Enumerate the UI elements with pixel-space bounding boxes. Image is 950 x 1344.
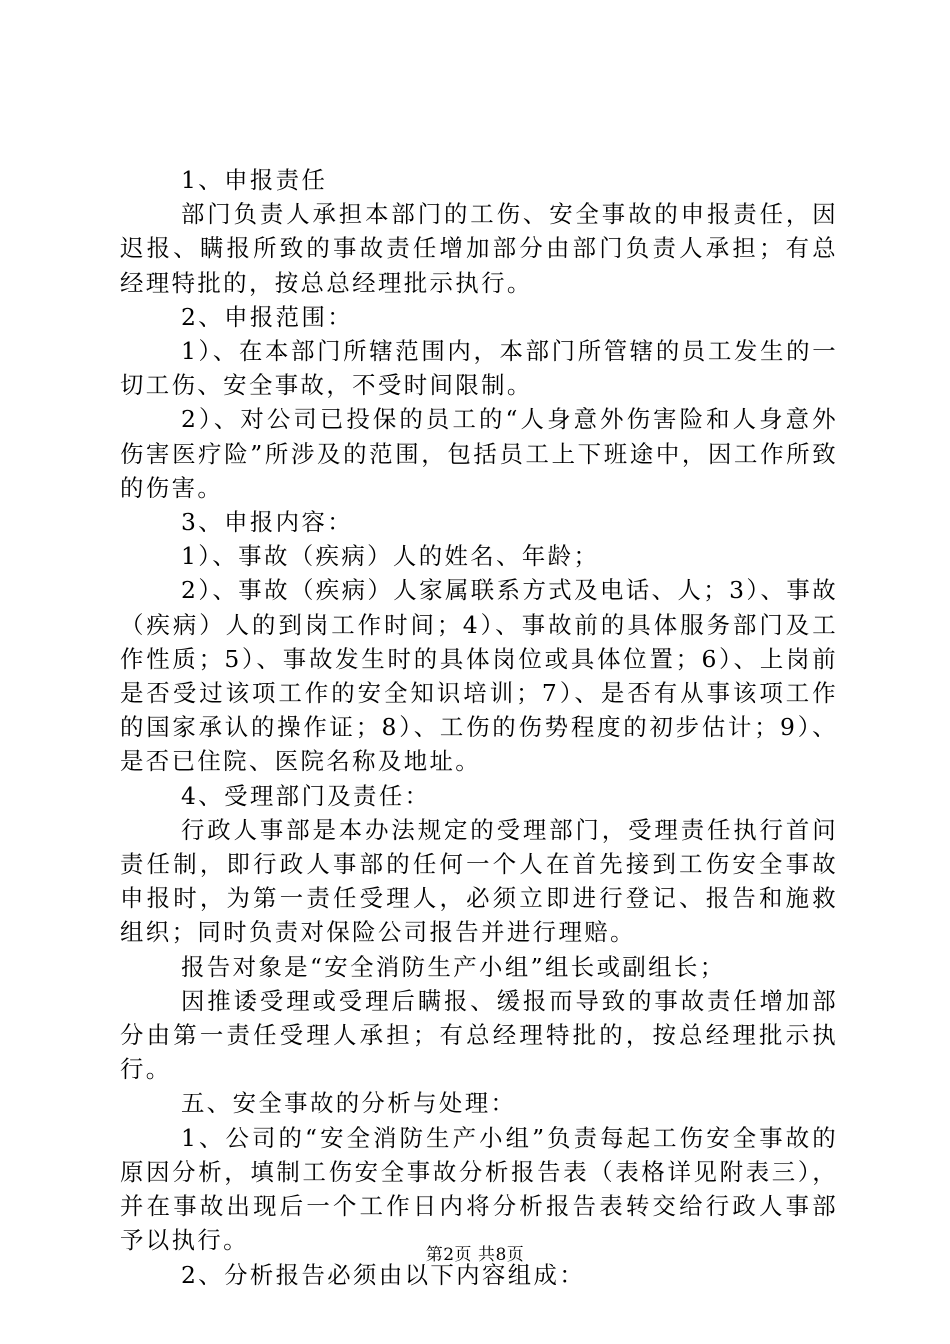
heading-accident-analysis: 五、安全事故的分析与处理： [181, 1089, 517, 1118]
page-number-footer: 第2页 共8页 [425, 1245, 525, 1265]
document-body [120, 163, 838, 1292]
paragraph-report-target: 报告对象是“安全消防生产小组”组长或副组长； [181, 952, 726, 981]
paragraph-handling-department: 行政人事部是本办法规定的受理部门，受理责任执行首问责任制，即行政人事部的任何一个人在首先接到工伤安全事故申报时，为第一责任受理人，必须立即进行登记、报告和施救组织；同时负责对保险公司报告并进行理赔。 [120, 815, 838, 947]
heading-handling-department: 4、受理部门及责任： [181, 781, 431, 810]
paragraph-analysis-item-2: 2、分析报告必须由以下内容组成： [181, 1260, 586, 1289]
paragraph-content-item-1: 1）、事故（疾病）人的姓名、年龄； [181, 542, 600, 571]
heading-report-content: 3、申报内容： [181, 508, 354, 537]
paragraph-report-responsibility: 部门负责人承担本部门的工伤、安全事故的申报责任，因迟报、瞒报所致的事故责任增加部分由部门负责人承担；有总经理特批的，按总总经理批示执行。 [120, 200, 838, 297]
paragraph-scope-item-2: 2）、对公司已投保的员工的“人身意外伤害险和人身意外伤害医疗险”所涉及的范围，包括员工上下班途中，因工作所致的伤害。 [120, 405, 838, 502]
paragraph-delay-liability: 因推诿受理或受理后瞒报、缓报而导致的事故责任增加部分由第一责任受理人承担；有总经理特批的，按总经理批示执行。 [120, 986, 838, 1084]
paragraph-scope-item-1: 1）、在本部门所辖范围内，本部门所管辖的员工发生的一切工伤、安全事故，不受时间限制。 [120, 337, 838, 400]
paragraph-content-items-2-9: 2）、事故（疾病）人家属联系方式及电话、人；3）、事故（疾病）人的到岗工作时间；4）、事故前的具体服务部门及工作性质；5）、事故发生时的具体岗位或具体位置；6）、上岗前是否受过该项工作的安全知识培训；7）、是否有从事该项工作的国家承认的操作证；8）、工伤的伤势程度的初步估计；9）、是否已住院、医院名称及地址。 [120, 576, 838, 776]
heading-report-scope: 2、申报范围： [181, 302, 354, 331]
heading-report-responsibility: 1、申报责任 [181, 166, 328, 194]
paragraph-analysis-item-1: 1、公司的“安全消防生产小组”负责每起工伤安全事故的原因分析，填制工伤安全事故分析报告表（表格详见附表三），并在事故出现后一个工作日内将分析报告表转交给行政人事部予以执行。 [120, 1123, 838, 1255]
